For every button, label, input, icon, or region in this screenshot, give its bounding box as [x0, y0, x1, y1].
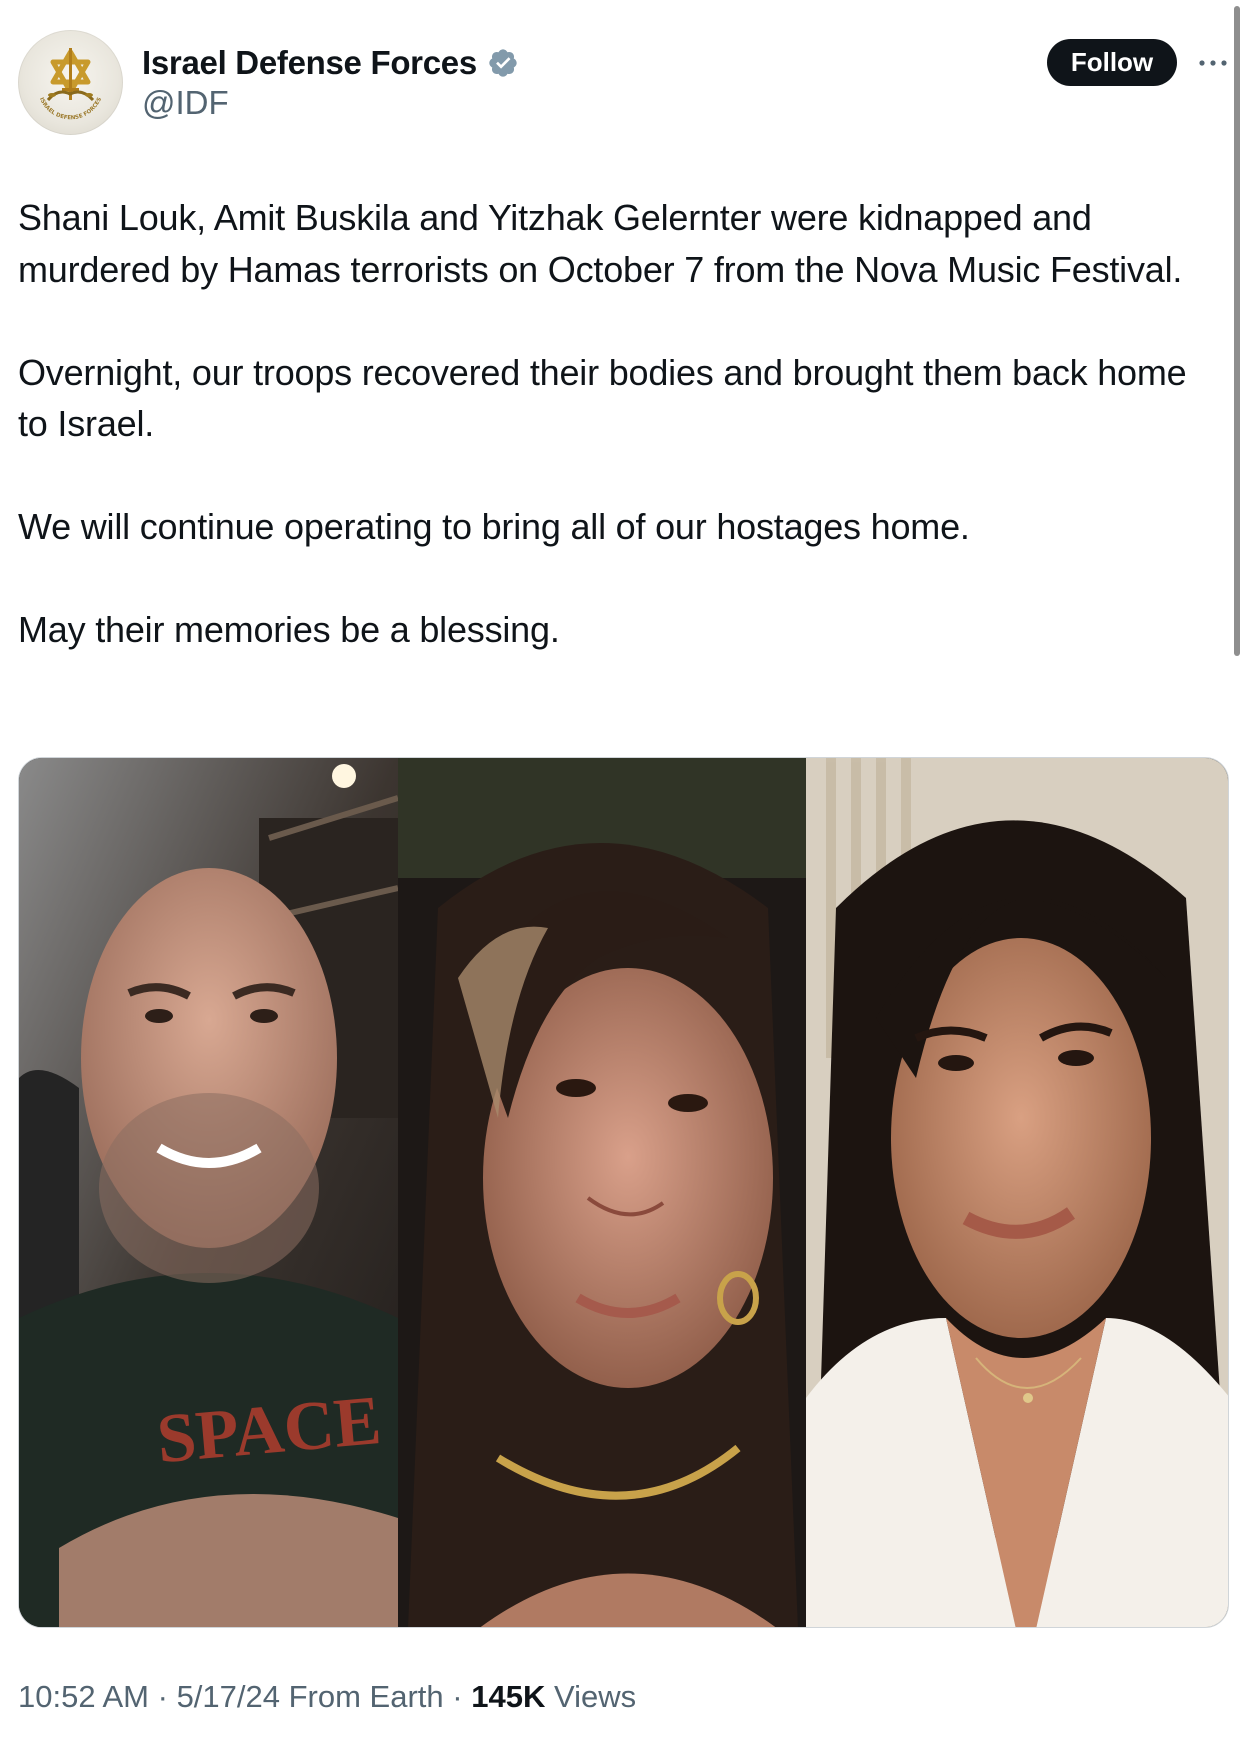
svg-text:ISRAEL DEFENSE FORCES: ISRAEL DEFENSE FORCES [37, 96, 104, 122]
photo-shani[interactable] [398, 758, 806, 1627]
avatar[interactable] [18, 30, 123, 135]
tweet-meta [18, 1679, 636, 1715]
photo-amit[interactable] [806, 758, 1228, 1627]
tweet-date[interactable]: 5/17/24 [176, 1679, 280, 1714]
follow-button[interactable]: Follow [1047, 39, 1177, 86]
scrollbar[interactable] [1234, 6, 1240, 656]
tweet-paragraph: Overnight, our troops recovered their bodies and brought them back home to Israel. [18, 351, 1187, 444]
tweet-paragraph: Shani Louk, Amit Buskila and Yitzhak Gelernter were kidnapped and murdered by Hamas terrorists on October 7 from the Nova Music Festival. [18, 197, 1183, 290]
author-display-name[interactable]: Israel Defense Forces [142, 44, 477, 81]
views-label: Views [553, 1679, 637, 1714]
tweet-source: From Earth [288, 1679, 444, 1714]
meta-separator: · [157, 1679, 168, 1714]
author-name-row [142, 40, 519, 86]
author-handle[interactable]: @IDF [142, 84, 229, 121]
tweet-text [18, 192, 1198, 656]
svg-text:SPACE: SPACE [153, 1382, 385, 1479]
meta-separator: · [452, 1679, 463, 1714]
tweet-media[interactable] [18, 757, 1229, 1628]
more-options-icon[interactable] [1196, 40, 1230, 86]
photo-yitzhak[interactable] [19, 758, 398, 1627]
views-count: 145K [471, 1679, 546, 1714]
verified-badge-icon[interactable] [487, 47, 519, 79]
tweet-paragraph: May their memories be a blessing. [18, 609, 560, 650]
tweet-paragraph: We will continue operating to bring all of our hostages home. [18, 506, 970, 547]
tweet-time[interactable]: 10:52 AM [18, 1679, 149, 1714]
idf-emblem-icon [18, 30, 123, 135]
